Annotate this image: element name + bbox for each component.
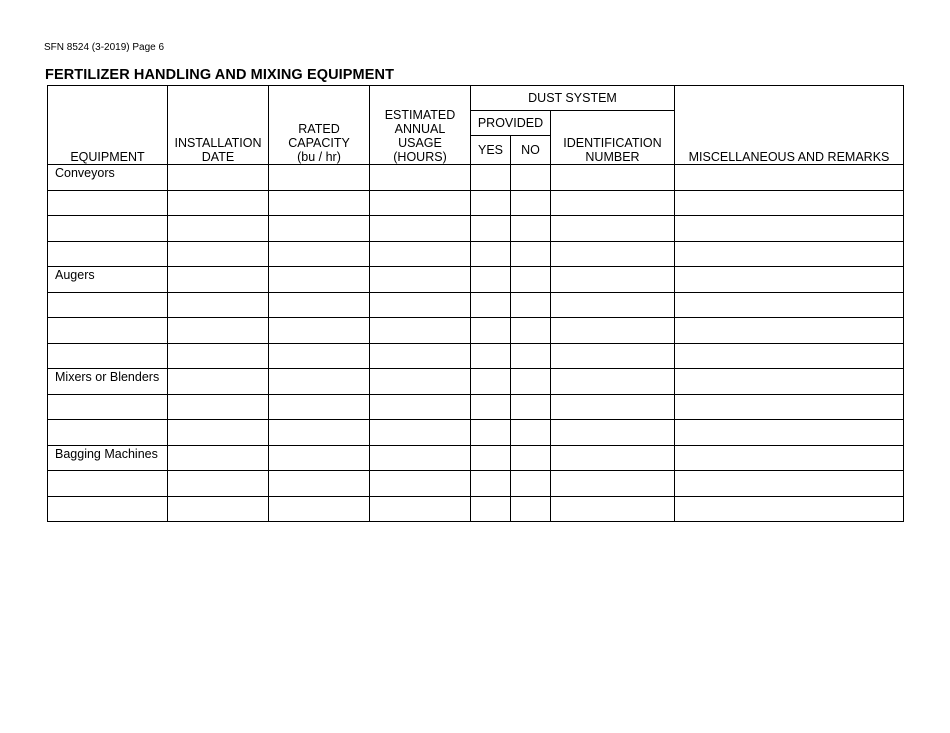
- cell-remarks[interactable]: [675, 445, 904, 471]
- cell-installation-date[interactable]: [168, 267, 269, 293]
- table-row: [48, 216, 904, 242]
- table-row: [48, 445, 904, 471]
- cell-rated-capacity[interactable]: [269, 165, 370, 191]
- table-row: [48, 165, 904, 191]
- cell-annual-usage[interactable]: [370, 394, 471, 420]
- cell-annual-usage[interactable]: [370, 292, 471, 318]
- cell-remarks[interactable]: [675, 292, 904, 318]
- cell-annual-usage[interactable]: [370, 496, 471, 522]
- cell-dust-no[interactable]: [511, 241, 551, 267]
- header-estimated-annual-usage: ESTIMATED ANNUAL USAGE (HOURS): [370, 86, 471, 165]
- table-row: [48, 343, 904, 369]
- cell-dust-yes[interactable]: [471, 292, 511, 318]
- cell-dust-yes[interactable]: [471, 471, 511, 497]
- cell-equipment[interactable]: Mixers or Blenders: [48, 369, 168, 395]
- table-row: [48, 190, 904, 216]
- cell-installation-date[interactable]: [168, 496, 269, 522]
- cell-equipment[interactable]: [48, 496, 168, 522]
- cell-rated-capacity[interactable]: [269, 496, 370, 522]
- cell-dust-yes[interactable]: [471, 445, 511, 471]
- cell-remarks[interactable]: [675, 496, 904, 522]
- cell-dust-yes[interactable]: [471, 165, 511, 191]
- cell-dust-no[interactable]: [511, 318, 551, 344]
- table-row: [48, 292, 904, 318]
- cell-remarks[interactable]: [675, 241, 904, 267]
- cell-installation-date[interactable]: [168, 318, 269, 344]
- cell-dust-yes[interactable]: [471, 190, 511, 216]
- cell-dust-yes[interactable]: [471, 216, 511, 242]
- table-row: [48, 496, 904, 522]
- cell-identification-number[interactable]: [551, 369, 675, 395]
- cell-dust-no[interactable]: [511, 445, 551, 471]
- cell-rated-capacity[interactable]: [269, 420, 370, 446]
- cell-equipment[interactable]: [48, 241, 168, 267]
- cell-dust-no[interactable]: [511, 343, 551, 369]
- cell-equipment[interactable]: Bagging Machines: [48, 445, 168, 471]
- cell-equipment[interactable]: [48, 343, 168, 369]
- cell-rated-capacity[interactable]: [269, 394, 370, 420]
- table-row: [48, 369, 904, 395]
- cell-remarks[interactable]: [675, 190, 904, 216]
- cell-installation-date[interactable]: [168, 292, 269, 318]
- cell-installation-date[interactable]: [168, 420, 269, 446]
- cell-rated-capacity[interactable]: [269, 369, 370, 395]
- cell-equipment[interactable]: [48, 394, 168, 420]
- cell-rated-capacity[interactable]: [269, 318, 370, 344]
- cell-annual-usage[interactable]: [370, 241, 471, 267]
- table-row: [48, 318, 904, 344]
- table-row: [48, 394, 904, 420]
- cell-annual-usage[interactable]: [370, 165, 471, 191]
- cell-equipment[interactable]: [48, 471, 168, 497]
- cell-equipment[interactable]: [48, 292, 168, 318]
- cell-remarks[interactable]: [675, 267, 904, 293]
- cell-identification-number[interactable]: [551, 420, 675, 446]
- page-reference: SFN 8524 (3-2019) Page 6: [44, 42, 165, 53]
- header-yes: YES: [471, 136, 511, 165]
- cell-installation-date[interactable]: [168, 394, 269, 420]
- cell-remarks[interactable]: [675, 318, 904, 344]
- header-identification-number: IDENTIFICATION NUMBER: [551, 111, 675, 165]
- cell-annual-usage[interactable]: [370, 318, 471, 344]
- cell-remarks[interactable]: [675, 420, 904, 446]
- cell-identification-number[interactable]: [551, 471, 675, 497]
- cell-annual-usage[interactable]: [370, 216, 471, 242]
- equipment-table: [47, 85, 904, 522]
- cell-rated-capacity[interactable]: [269, 292, 370, 318]
- table-row: [48, 420, 904, 446]
- cell-equipment[interactable]: [48, 190, 168, 216]
- cell-identification-number[interactable]: [551, 343, 675, 369]
- cell-dust-yes[interactable]: [471, 369, 511, 395]
- cell-dust-yes[interactable]: [471, 343, 511, 369]
- cell-dust-yes[interactable]: [471, 318, 511, 344]
- cell-annual-usage[interactable]: [370, 471, 471, 497]
- cell-installation-date[interactable]: [168, 190, 269, 216]
- cell-equipment[interactable]: Augers: [48, 267, 168, 293]
- cell-rated-capacity[interactable]: [269, 241, 370, 267]
- cell-installation-date[interactable]: [168, 369, 269, 395]
- cell-remarks[interactable]: [675, 369, 904, 395]
- cell-equipment[interactable]: Conveyors: [48, 165, 168, 191]
- cell-identification-number[interactable]: [551, 292, 675, 318]
- cell-identification-number[interactable]: [551, 496, 675, 522]
- cell-dust-no[interactable]: [511, 496, 551, 522]
- cell-annual-usage[interactable]: [370, 343, 471, 369]
- cell-equipment[interactable]: [48, 420, 168, 446]
- cell-rated-capacity[interactable]: [269, 190, 370, 216]
- cell-equipment[interactable]: [48, 318, 168, 344]
- header-dust-system: DUST SYSTEM: [471, 86, 675, 111]
- cell-identification-number[interactable]: [551, 394, 675, 420]
- cell-installation-date[interactable]: [168, 241, 269, 267]
- cell-dust-no[interactable]: [511, 292, 551, 318]
- table-row: [48, 471, 904, 497]
- cell-remarks[interactable]: [675, 394, 904, 420]
- cell-dust-yes[interactable]: [471, 394, 511, 420]
- cell-installation-date[interactable]: [168, 165, 269, 191]
- section-title: FERTILIZER HANDLING AND MIXING EQUIPMENT: [45, 67, 395, 83]
- cell-rated-capacity[interactable]: [269, 343, 370, 369]
- cell-identification-number[interactable]: [551, 165, 675, 191]
- cell-identification-number[interactable]: [551, 190, 675, 216]
- cell-annual-usage[interactable]: [370, 190, 471, 216]
- header-installation-date: INSTALLATION DATE: [168, 86, 269, 165]
- cell-dust-no[interactable]: [511, 165, 551, 191]
- cell-dust-yes[interactable]: [471, 241, 511, 267]
- cell-rated-capacity[interactable]: [269, 267, 370, 293]
- header-no: NO: [511, 136, 551, 165]
- cell-dust-no[interactable]: [511, 420, 551, 446]
- cell-dust-yes[interactable]: [471, 420, 511, 446]
- cell-equipment[interactable]: [48, 216, 168, 242]
- cell-installation-date[interactable]: [168, 343, 269, 369]
- cell-dust-no[interactable]: [511, 216, 551, 242]
- cell-installation-date[interactable]: [168, 471, 269, 497]
- cell-installation-date[interactable]: [168, 216, 269, 242]
- table-row: [48, 267, 904, 293]
- cell-rated-capacity[interactable]: [269, 445, 370, 471]
- header-provided: PROVIDED: [471, 111, 551, 136]
- cell-annual-usage[interactable]: [370, 420, 471, 446]
- cell-remarks[interactable]: [675, 343, 904, 369]
- header-equipment: EQUIPMENT: [48, 86, 168, 165]
- cell-remarks[interactable]: [675, 471, 904, 497]
- cell-dust-no[interactable]: [511, 369, 551, 395]
- cell-dust-yes[interactable]: [471, 267, 511, 293]
- cell-identification-number[interactable]: [551, 216, 675, 242]
- cell-dust-no[interactable]: [511, 394, 551, 420]
- cell-rated-capacity[interactable]: [269, 471, 370, 497]
- header-rated-capacity: RATED CAPACITY (bu / hr): [269, 86, 370, 165]
- cell-remarks[interactable]: [675, 165, 904, 191]
- cell-identification-number[interactable]: [551, 445, 675, 471]
- cell-dust-no[interactable]: [511, 267, 551, 293]
- cell-rated-capacity[interactable]: [269, 216, 370, 242]
- cell-annual-usage[interactable]: [370, 267, 471, 293]
- cell-dust-yes[interactable]: [471, 496, 511, 522]
- cell-annual-usage[interactable]: [370, 369, 471, 395]
- cell-identification-number[interactable]: [551, 318, 675, 344]
- cell-installation-date[interactable]: [168, 445, 269, 471]
- table-row: [48, 241, 904, 267]
- header-remarks: MISCELLANEOUS AND REMARKS: [675, 86, 904, 165]
- cell-identification-number[interactable]: [551, 241, 675, 267]
- cell-dust-no[interactable]: [511, 190, 551, 216]
- cell-dust-no[interactable]: [511, 471, 551, 497]
- cell-remarks[interactable]: [675, 216, 904, 242]
- cell-identification-number[interactable]: [551, 267, 675, 293]
- cell-annual-usage[interactable]: [370, 445, 471, 471]
